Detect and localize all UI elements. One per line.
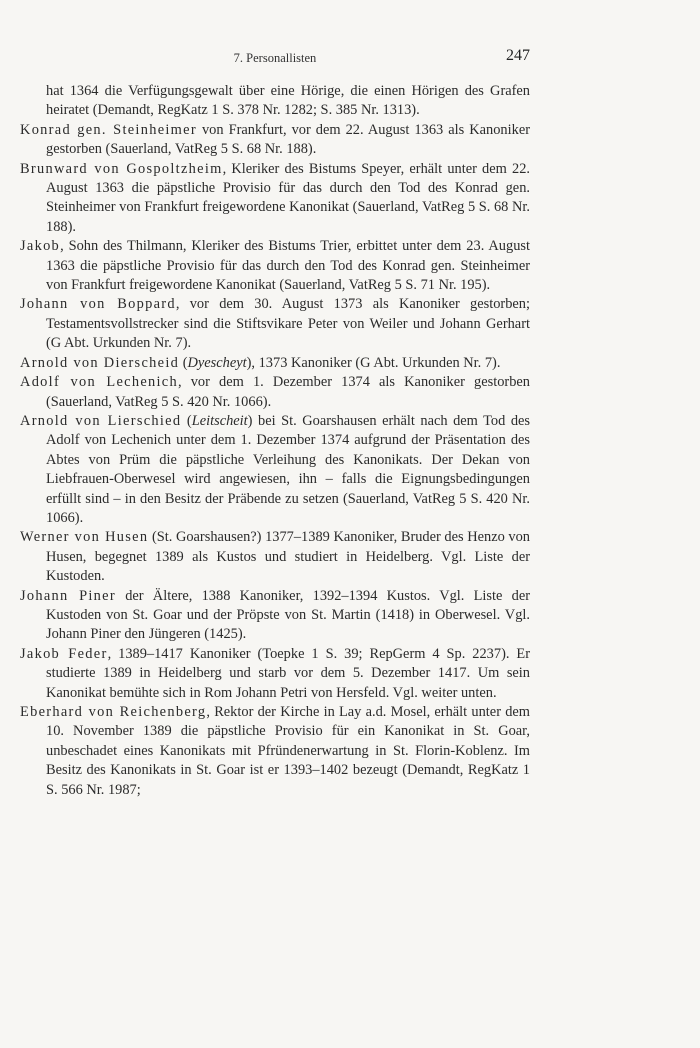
page-header [20, 47, 530, 69]
list-item-arnold-dierscheid [20, 354, 530, 373]
entry-text: der Ältere, 1388 Kanoniker, 1392–1394 Kustos. Vgl. Liste der Kustoden von St. Goar und der Pröpste von St. Martin (1418) in Oberwesel. Vgl. Johann Piner den Jüngeren (1425). [46, 587, 531, 643]
list-item-jakob-feder [20, 645, 530, 703]
person-name: Konrad gen. Steinheimer [20, 121, 197, 138]
body-text [20, 82, 530, 800]
person-name: Adolf von Lechenich [20, 374, 178, 391]
page-number: 247 [506, 47, 530, 64]
entry-text: von Frankfurt, vor dem 22. August 1363 als Kanoniker gestorben (Sauerland, VatReg 5 S. 68 Nr. 188). [46, 121, 531, 158]
list-item-jakob [20, 237, 530, 295]
entry-text: , vor dem 1. Dezember 1374 als Kanoniker gestorben (Sauerland, VatReg 5 S. 420 Nr. 1066). [46, 374, 530, 410]
entry-text: , Rektor der Kirche in Lay a.d. Mosel, erhält unter dem 10. November 1389 die päpstliche Provisio für ein Kanonikat in St. Goar, unbeschadet eines Kanonikats mit Pfründenerwartung in St. Florin-Koblenz. Im Besitz des Kanonikats in St. Goar ist er 1393–1402 bezeugt (Demandt, RegKatz 1 S. 566 Nr. 1987; [46, 704, 530, 798]
entry-text: , Sohn des Thilmann, Kleriker des Bistums Trier, erbittet unter dem 23. August 1363 die päpstliche Provisio für das durch den Tod des Konrad gen. Steinheimer von Frankfurt freigewordene Kanonikat (Sauerland, VatReg 5 S. 71 Nr. 195). [46, 238, 530, 294]
list-item-adolf-lechenich [20, 373, 530, 412]
entry-text: ) bei St. Goarshausen erhält nach dem Tod des Adolf von Lechenich unter dem 1. Dezember 1374 aufgrund der Präsentation des Abtes von Prüm die päpstliche Verleihung des Kanonikats. Der Dekan von Liebfrauen-Oberwesel wird angewiesen, ihn – falls die Eignungsbedingungen erfüllt sind – in den Besitz der Präbende zu setzen (Sauerland, VatReg 5 S. 420 Nr. 1066). [46, 412, 531, 526]
entry-text: ), 1373 Kanoniker (G Abt. Urkunden Nr. 7). [246, 354, 501, 371]
person-name: Johann Piner [20, 587, 116, 604]
list-item-werner-husen [20, 528, 530, 586]
list-item-johann-piner [20, 587, 530, 645]
list-item-eberhard-reichenberg [20, 703, 530, 800]
person-name: Brunward von Gospoltzheim [20, 160, 223, 177]
list-item-johann-boppard [20, 295, 530, 353]
entry-text: , Kleriker des Bistums Speyer, erhält unter dem 22. August 1363 die päpstliche Provisio für das durch den Tod des Konrad gen. Steinheimer von Frankfurt freigewordene Kanonikat (Sauerland, VatReg 5 S. 68 Nr. 188). [46, 160, 530, 235]
person-name: Eberhard von Reichenberg [20, 704, 207, 720]
person-name: Werner von Husen [20, 529, 149, 546]
list-item-konrad-steinheimer [20, 121, 530, 160]
entry-text: , 1389–1417 Kanoniker (Toepke 1 S. 39; RepGerm 4 Sp. 2237). Er studierte 1389 in Heidelberg und starb vor dem 5. Dezember 1417. Um sein Kanonikat bemühte sich in Rom Johann Petri von Hersfeld. Vgl. weiter unten. [46, 645, 530, 701]
person-name: Jakob [20, 238, 61, 255]
source-spelling: Leitscheit [191, 412, 248, 429]
continuation-paragraph [20, 82, 530, 121]
entry-text: (St. Goarshausen?) 1377–1389 Kanoniker, Bruder des Henzo von Husen, begegnet 1389 als Kustos und studiert in Heidelberg. Vgl. Liste der Kustoden. [46, 529, 530, 585]
entry-text-before: ( [179, 354, 188, 371]
entry-text: hat 1364 die Verfügungsgewalt über eine Hörige, die einen Hörigen des Grafen heiratet (Demandt, RegKatz 1 S. 378 Nr. 1282; S. 385 Nr. 1313). [46, 83, 530, 119]
person-name: Jakob Feder [20, 645, 108, 662]
entry-text-before: ( [181, 412, 192, 429]
running-title: 7. Personallisten [233, 51, 317, 65]
list-item-arnold-lierschied [20, 412, 530, 528]
person-name: Johann von Boppard [20, 296, 176, 313]
source-spelling: Dyescheyt [187, 354, 247, 371]
person-name: Arnold von Dierscheid [20, 354, 180, 371]
entry-text: , vor dem 30. August 1373 als Kanoniker gestorben; Testamentsvollstrecker sind die Stiftsvikare Peter von Weiler und Johann Gerhart (G Abt. Urkunden Nr. 7). [46, 296, 531, 352]
list-item-brunward-gospoltzheim [20, 160, 530, 238]
person-name: Arnold von Lierschied [20, 412, 182, 429]
